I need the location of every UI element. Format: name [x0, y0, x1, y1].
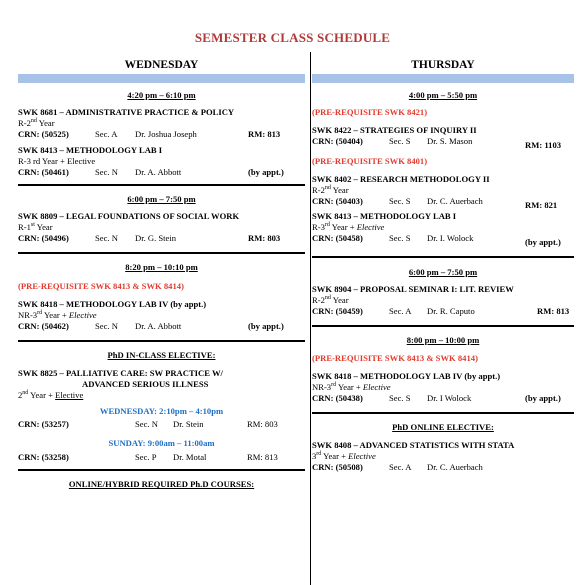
course-entry: [18, 368, 305, 463]
section: Sec. N: [135, 419, 158, 429]
instructor: Dr. C. Auerbach: [427, 462, 483, 472]
course-title: SWK 8681 – ADMINISTRATIVE PRACTICE & POLICY: [18, 107, 235, 117]
crn: CRN: (50459): [312, 306, 363, 316]
course-details: [18, 419, 305, 430]
course-entry: [18, 299, 305, 332]
course-details: [312, 393, 574, 404]
crn: CRN: (53257): [18, 419, 69, 429]
course-year: 2nd Year + Elective: [18, 390, 84, 400]
instructor: Dr. S. Mason: [427, 136, 473, 146]
crn: CRN: (50525): [18, 129, 69, 139]
prerequisite-note: (PRE-REQUISITE SWK 8413 & SWK 8414): [18, 281, 184, 291]
phd-elective-heading: PhD IN-CLASS ELECTIVE:: [107, 350, 216, 360]
crn: CRN: (50508): [312, 462, 363, 472]
section: Sec. S: [389, 196, 411, 206]
schedule-option-sunday: SUNDAY: 9:00am – 11:00am: [108, 438, 215, 448]
section: Sec. S: [389, 233, 411, 243]
room: RM: 821: [525, 200, 558, 210]
course-year: R-3 rd Year + Elective: [18, 156, 96, 166]
instructor: Dr. A. Abbott: [135, 167, 182, 177]
phd-online-elective-heading: PhD ONLINE ELECTIVE:: [392, 422, 494, 432]
course-title: SWK 8413 – METHODOLOGY LAB I: [18, 145, 163, 155]
time-slot-heading: 4:20 pm – 6:10 pm: [127, 90, 196, 100]
section: Sec. P: [135, 452, 157, 462]
room: RM: 813: [247, 452, 278, 462]
course-entry: [18, 145, 305, 178]
course-details: [312, 196, 574, 210]
course-details: [18, 452, 305, 463]
course-entry: [312, 174, 574, 210]
section: Sec. A: [389, 306, 412, 316]
course-year: R-1st Year: [18, 222, 53, 232]
time-slot-heading: 6:00 pm – 7:50 pm: [408, 267, 478, 277]
crn: CRN: (50496): [18, 233, 69, 243]
instructor: Dr. R. Caputo: [427, 306, 475, 316]
section: Sec. S: [389, 136, 411, 146]
day-header-bar: [18, 74, 305, 83]
course-year: R-2nd Year: [312, 295, 349, 305]
time-slot-heading: 8:00 pm – 10:00 pm: [406, 335, 480, 345]
course-title: SWK 8402 – RESEARCH METHODOLOGY II: [312, 174, 490, 184]
room: (by appt.): [525, 237, 561, 247]
section: Sec. A: [389, 462, 412, 472]
instructor: Dr. Joshua Joseph: [135, 129, 197, 139]
room: (by appt.): [248, 167, 284, 177]
course-entry: [312, 211, 574, 247]
instructor: Dr. I. Wolock: [427, 233, 474, 243]
instructor: Dr. C. Auerbach: [427, 196, 483, 206]
course-title: SWK 8418 – METHODOLOGY LAB IV (by appt.): [312, 371, 501, 381]
section: Sec. A: [95, 129, 118, 139]
room: RM: 1103: [525, 140, 562, 150]
course-details: [18, 321, 305, 332]
crn: CRN: (50438): [312, 393, 363, 403]
course-details: [18, 233, 305, 244]
column-divider: [310, 52, 311, 585]
course-title: SWK 8418 – METHODOLOGY LAB IV (by appt.): [18, 299, 207, 309]
crn: CRN: (50461): [18, 167, 69, 177]
section: Sec. N: [95, 233, 118, 243]
crn: CRN: (50403): [312, 196, 363, 206]
course-entry: [18, 211, 305, 244]
section: Sec. N: [95, 167, 118, 177]
day-heading-wednesday: WEDNESDAY: [124, 59, 199, 71]
prerequisite-note: (PRE-REQUISITE SWK 8413 & SWK 8414): [312, 353, 478, 363]
course-year: NR-3rd Year + Elective: [18, 310, 97, 320]
course-year: NR-3rd Year + Elective: [312, 382, 391, 392]
course-title-cont: ADVANCED SERIOUS ILLNESS: [82, 379, 209, 389]
course-year: 3rd Year + Elective: [312, 451, 376, 461]
room: RM: 813: [248, 129, 281, 139]
course-details: [312, 462, 574, 473]
time-slot-heading: 8:20 pm – 10:10 pm: [125, 262, 198, 272]
course-title: SWK 8825 – PALLIATIVE CARE: SW PRACTICE W/: [18, 368, 223, 378]
crn: CRN: (53258): [18, 452, 69, 462]
thursday-column: [312, 58, 574, 473]
instructor: Dr. Motal: [173, 452, 207, 462]
course-year: R-2nd Year: [312, 185, 349, 195]
course-title: SWK 8904 – PROPOSAL SEMINAR I: LIT. REVIEW: [312, 284, 514, 294]
course-entry: [18, 107, 305, 140]
course-entry: [312, 125, 574, 150]
instructor: Dr. A. Abbott: [135, 321, 182, 331]
room: RM: 803: [248, 233, 281, 243]
course-title: SWK 8408 – ADVANCED STATISTICS WITH STATA: [312, 440, 515, 450]
day-heading-thursday: THURSDAY: [411, 59, 475, 71]
time-slot-heading: 6:00 pm – 7:50 pm: [127, 194, 196, 204]
course-entry: [312, 284, 574, 317]
course-title: SWK 8413 – METHODOLOGY LAB I: [312, 211, 457, 221]
course-year: R-3rd Year + Elective: [312, 222, 385, 232]
course-year: R-2nd Year: [18, 118, 55, 128]
course-title: SWK 8422 – STRATEGIES OF INQUIRY II: [312, 125, 477, 135]
room: RM: 813: [537, 306, 570, 316]
course-details: [18, 167, 305, 178]
crn: CRN: (50404): [312, 136, 363, 146]
course-entry: [312, 440, 574, 473]
course-details: [18, 129, 305, 140]
crn: CRN: (50462): [18, 321, 69, 331]
time-slot-heading: 4:00 pm – 5:50 pm: [408, 90, 478, 100]
day-header-bar: [312, 74, 574, 83]
instructor: Dr. G. Stein: [135, 233, 177, 243]
prerequisite-note: (PRE-REQUISITE SWK 8421): [312, 107, 428, 117]
room: RM: 803: [247, 419, 278, 429]
page-title: SEMESTER CLASS SCHEDULE: [194, 30, 391, 45]
crn: CRN: (50458): [312, 233, 363, 243]
wednesday-column: [18, 58, 305, 490]
course-details: [312, 306, 574, 317]
instructor: Dr. I Wolock: [427, 393, 472, 403]
room: (by appt.): [525, 393, 561, 403]
course-details: [312, 233, 574, 247]
schedule-option-wednesday: WEDNESDAY: 2:10pm – 4:10pm: [99, 406, 224, 416]
course-title: SWK 8809 – LEGAL FOUNDATIONS OF SOCIAL WORK: [18, 211, 240, 221]
course-details: [312, 136, 574, 150]
prerequisite-note: (PRE-REQUISITE SWK 8401): [312, 156, 428, 166]
section: Sec. N: [95, 321, 118, 331]
instructor: Dr. Stein: [173, 419, 204, 429]
room: (by appt.): [248, 321, 284, 331]
section: Sec. S: [389, 393, 411, 403]
course-entry: [312, 371, 574, 404]
online-courses-heading: ONLINE/HYBRID REQUIRED Ph.D COURSES:: [68, 479, 255, 489]
